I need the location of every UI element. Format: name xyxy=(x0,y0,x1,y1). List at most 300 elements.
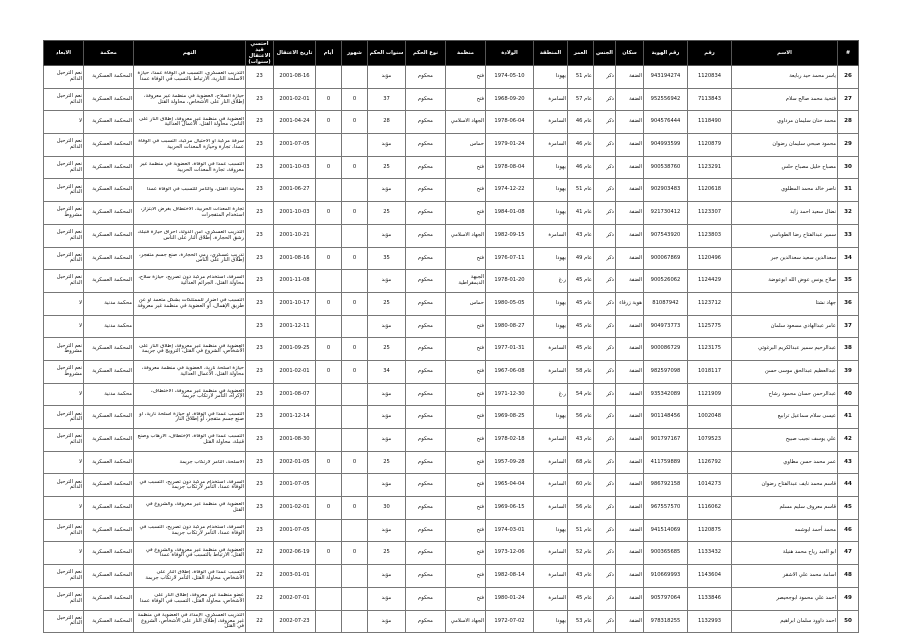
cell-years: 37 xyxy=(368,88,406,111)
cell-detention-years: 23 xyxy=(246,429,274,452)
cell-sentence-type: محكوم xyxy=(406,338,446,361)
cell-org: فتح xyxy=(446,156,486,179)
cell-residence: الضفة xyxy=(616,66,644,89)
cell-name: محمد حنان سليمان مرداوي xyxy=(732,111,838,134)
table-row xyxy=(44,179,859,202)
cell-court: المحكمة العسكرية xyxy=(84,429,134,452)
cell-detention-years: 23 xyxy=(246,474,274,497)
cell-number: 1120834 xyxy=(688,66,732,89)
cell-region: السامرة xyxy=(534,474,568,497)
cell-birth-date: 1969-08-25 xyxy=(486,406,534,429)
cell-sentence-type: محكوم xyxy=(406,66,446,89)
cell-residence: الضفة xyxy=(616,111,644,134)
cell-age: عام 51 xyxy=(568,66,594,89)
cell-name: احمد داوود سلمان ابراهيم xyxy=(732,610,838,633)
cell-arrest-date: 2001-10-03 xyxy=(274,156,316,179)
cell-idx: 32 xyxy=(838,202,859,225)
cell-years: مؤبد xyxy=(368,610,406,633)
cell-org: الجبهة الديمقراطية xyxy=(446,270,486,293)
cell-days xyxy=(316,610,342,633)
cell-gender: ذكر xyxy=(594,111,616,134)
cell-age: عام 45 xyxy=(568,292,594,315)
cell-gender: ذكر xyxy=(594,565,616,588)
cell-id-no: 411759889 xyxy=(644,451,688,474)
cell-years: مؤبد xyxy=(368,179,406,202)
col-days: أيام xyxy=(316,41,342,66)
cell-judgement: نعم الترحيل الدائم xyxy=(44,270,84,293)
cell-arrest-date: 2001-02-01 xyxy=(274,497,316,520)
cell-court: المحكمة العسكرية xyxy=(84,270,134,293)
cell-charges xyxy=(134,315,246,338)
table-body xyxy=(44,66,859,633)
cell-residence: الضفة xyxy=(616,134,644,157)
table-row xyxy=(44,224,859,247)
cell-charges xyxy=(134,406,246,429)
cell-residence: الضفة xyxy=(616,429,644,452)
cell-residence: الضفة xyxy=(616,610,644,633)
cell-court: المحكمة العسكرية xyxy=(84,111,134,134)
cell-region: السامرة xyxy=(534,88,568,111)
cell-birth-date: 1965-04-04 xyxy=(486,474,534,497)
cell-region: يهودا xyxy=(534,202,568,225)
cell-birth-date: 1971-12-30 xyxy=(486,383,534,406)
cell-detention-years: 22 xyxy=(246,587,274,610)
cell-charges xyxy=(134,497,246,520)
table-row xyxy=(44,429,859,452)
cell-region: ر.غ xyxy=(534,383,568,406)
cell-gender: ذكر xyxy=(594,134,616,157)
cell-residence: الضفة xyxy=(616,565,644,588)
cell-days: 0 xyxy=(316,202,342,225)
cell-region: يهودا xyxy=(534,247,568,270)
col-court: محكمة xyxy=(84,41,134,66)
cell-id-no: 978318255 xyxy=(644,610,688,633)
cell-years: مؤبد xyxy=(368,134,406,157)
cell-id-no: 907543920 xyxy=(644,224,688,247)
cell-arrest-date: 2001-04-24 xyxy=(274,111,316,134)
charges-text: محاولة القتل، والتآمر للتسبب في الوفاة عمدا xyxy=(146,187,244,193)
cell-org: الجهاد الاسلامي xyxy=(446,111,486,134)
col-residence: سكان xyxy=(616,41,644,66)
cell-days xyxy=(316,66,342,89)
cell-residence: الضفة xyxy=(616,315,644,338)
cell-judgement: نعم الترحيل الدائم xyxy=(44,88,84,111)
cell-birth-date: 1974-03-01 xyxy=(486,519,534,542)
cell-court: المحكمة العسكرية xyxy=(84,338,134,361)
cell-days: 0 xyxy=(316,88,342,111)
cell-region: السامرة xyxy=(534,565,568,588)
cell-age: عام 58 xyxy=(568,360,594,383)
cell-months xyxy=(342,565,368,588)
prisoners-table xyxy=(43,40,859,633)
cell-gender: ذكر xyxy=(594,224,616,247)
cell-detention-years: 22 xyxy=(246,565,274,588)
cell-org: فتح xyxy=(446,315,486,338)
cell-age: عام 45 xyxy=(568,315,594,338)
cell-judgement: لا xyxy=(44,383,84,406)
charges-text: السرقة، استخدام مركبة دون تصريح، التسبب في الوفاة عمدا، التآمر لارتكاب جريمة xyxy=(139,479,244,491)
cell-days xyxy=(316,429,342,452)
cell-years: مؤبد xyxy=(368,270,406,293)
cell-years: 34 xyxy=(368,360,406,383)
cell-arrest-date: 2001-02-01 xyxy=(274,88,316,111)
cell-detention-years: 23 xyxy=(246,134,274,157)
cell-age: عام 57 xyxy=(568,88,594,111)
cell-court: المحكمة العسكرية xyxy=(84,88,134,111)
cell-judgement: لا xyxy=(44,542,84,565)
cell-months xyxy=(342,429,368,452)
cell-court: محكمة مدنية xyxy=(84,315,134,338)
cell-sentence-type: محكوم xyxy=(406,383,446,406)
cell-idx: 30 xyxy=(838,156,859,179)
cell-judgement: نعم الترحيل الدائم xyxy=(44,406,84,429)
cell-months xyxy=(342,474,368,497)
cell-court: محكمة مدنية xyxy=(84,383,134,406)
cell-sentence-type: محكوم xyxy=(406,406,446,429)
charges-text: السرقة، استخدام مركبة دون تصريح، التسبب في الوفاة عمدا، التآمر لارتكاب جريمة xyxy=(139,525,244,536)
cell-id-no: 941514069 xyxy=(644,519,688,542)
cell-sentence-type: محكوم xyxy=(406,565,446,588)
cell-months: 0 xyxy=(342,292,368,315)
cell-gender: ذكر xyxy=(594,429,616,452)
cell-detention-years: 23 xyxy=(246,451,274,474)
cell-detention-years: 23 xyxy=(246,338,274,361)
cell-years: مؤبد xyxy=(368,474,406,497)
cell-id-no: 910669993 xyxy=(644,565,688,588)
cell-court: المحكمة العسكرية xyxy=(84,202,134,225)
cell-id-no: 900086729 xyxy=(644,338,688,361)
cell-region: السامرة xyxy=(534,224,568,247)
cell-age: عام 68 xyxy=(568,451,594,474)
cell-years: مؤبد xyxy=(368,519,406,542)
cell-idx: 48 xyxy=(838,565,859,588)
cell-name: محمد أحمد ابوشمه xyxy=(732,519,838,542)
table-row xyxy=(44,497,859,520)
cell-name: علي يوسف نجيب صبيح xyxy=(732,429,838,452)
table-row xyxy=(44,202,859,225)
cell-name: عيسى سلام سماعيل ترابيع xyxy=(732,406,838,429)
cell-charges xyxy=(134,542,246,565)
charges-text: الاسلحة، التآمر لارتكاب جريمة xyxy=(179,459,244,465)
cell-gender: ذكر xyxy=(594,497,616,520)
cell-region: يهودا xyxy=(534,315,568,338)
cell-detention-years: 23 xyxy=(246,66,274,89)
cell-number: 1123712 xyxy=(688,292,732,315)
cell-years: 25 xyxy=(368,338,406,361)
cell-region: السامرة xyxy=(534,451,568,474)
cell-months: 0 xyxy=(342,111,368,134)
cell-residence: الضفة xyxy=(616,270,644,293)
cell-arrest-date: 2001-02-01 xyxy=(274,360,316,383)
cell-days xyxy=(316,315,342,338)
cell-detention-years: 23 xyxy=(246,88,274,111)
charges-text: العضوية في منظمة غير معروفة، إطلاق النار على الناس، محاولة القتل، الأعمال العدائية xyxy=(139,116,244,128)
cell-detention-years: 23 xyxy=(246,360,274,383)
cell-number: 1123803 xyxy=(688,224,732,247)
cell-birth-date: 1974-05-10 xyxy=(486,66,534,89)
cell-birth-date: 1978-06-04 xyxy=(486,111,534,134)
cell-org: حماس xyxy=(446,292,486,315)
cell-court: المحكمة العسكرية xyxy=(84,497,134,520)
cell-residence: الضفة xyxy=(616,360,644,383)
cell-years: 25 xyxy=(368,451,406,474)
cell-idx: 47 xyxy=(838,542,859,565)
cell-number: 1079523 xyxy=(688,429,732,452)
cell-gender: ذكر xyxy=(594,88,616,111)
cell-idx: 42 xyxy=(838,429,859,452)
cell-months: 0 xyxy=(342,338,368,361)
cell-idx: 46 xyxy=(838,519,859,542)
cell-residence: الضفة xyxy=(616,224,644,247)
cell-days xyxy=(316,474,342,497)
cell-sentence-type: محكوم xyxy=(406,519,446,542)
cell-sentence-type: محكوم xyxy=(406,179,446,202)
charges-text: التدريب العسكري، الإمداد في العضوية في منظمة غير معروفة، إطلاق النار على الأشخاص، الشروع في القتل xyxy=(137,612,244,630)
cell-charges xyxy=(134,202,246,225)
charges-text: التسبب في أضرار للممتلكات بشكل متعمد أو عن طريق الإهمال، أو العضوية في منظمة غير معروفة xyxy=(137,298,244,309)
col-detention-years: احتسي قيد الاعتقال (سنوات) xyxy=(246,41,274,66)
cell-id-no: 900365685 xyxy=(644,542,688,565)
cell-months xyxy=(342,224,368,247)
cell-age: عام 43 xyxy=(568,565,594,588)
cell-charges xyxy=(134,224,246,247)
charges-text: التسبب عمدا في الوفاة، العضوية في منظمة غير معروفة، تجارة المعدات الحربية xyxy=(140,162,244,173)
cell-days: 0 xyxy=(316,451,342,474)
cell-sentence-type: محكوم xyxy=(406,610,446,633)
cell-years: 30 xyxy=(368,497,406,520)
cell-judgement: نعم الترحيل الدائم xyxy=(44,224,84,247)
cell-days xyxy=(316,565,342,588)
cell-age: عام 46 xyxy=(568,156,594,179)
cell-sentence-type: محكوم xyxy=(406,315,446,338)
cell-arrest-date: 2001-08-16 xyxy=(274,247,316,270)
cell-number: 1120879 xyxy=(688,134,732,157)
col-months: شهور xyxy=(342,41,368,66)
cell-number: 1123307 xyxy=(688,202,732,225)
cell-court: محكمة مدنية xyxy=(84,292,134,315)
cell-region: ر.غ xyxy=(534,270,568,293)
table-row xyxy=(44,134,859,157)
cell-months: 0 xyxy=(342,88,368,111)
cell-number: 1018117 xyxy=(688,360,732,383)
cell-arrest-date: 2001-12-14 xyxy=(274,406,316,429)
cell-days xyxy=(316,270,342,293)
cell-age: عام 49 xyxy=(568,247,594,270)
cell-months xyxy=(342,66,368,89)
cell-days: 0 xyxy=(316,542,342,565)
header-row xyxy=(44,41,859,66)
cell-court: المحكمة العسكرية xyxy=(84,360,134,383)
cell-judgement: نعم الترحيل مشروط xyxy=(44,360,84,383)
cell-number: 1123175 xyxy=(688,338,732,361)
cell-id-no: 921730412 xyxy=(644,202,688,225)
cell-days: 0 xyxy=(316,111,342,134)
cell-months xyxy=(342,315,368,338)
cell-birth-date: 1978-08-04 xyxy=(486,156,534,179)
table-row xyxy=(44,315,859,338)
cell-org: فتح xyxy=(446,587,486,610)
cell-court: المحكمة العسكرية xyxy=(84,224,134,247)
cell-number: 1143604 xyxy=(688,565,732,588)
cell-judgement: نعم الترحيل الدائم xyxy=(44,610,84,633)
cell-name: نضال سعيد احمد زايد xyxy=(732,202,838,225)
cell-court: المحكمة العسكرية xyxy=(84,474,134,497)
charges-text: حيازة السلاح، العضوية في منظمة غير معروفة، إطلاق النار على الأشخاص، محاولة القتل xyxy=(143,93,244,105)
charges-text: السرقة، استخدام مركبة دون تصريح، حيازة سلاح، محاولة القتل، الجرائم العدائية xyxy=(138,275,244,287)
cell-court: المحكمة العسكرية xyxy=(84,610,134,633)
cell-number: 1120496 xyxy=(688,247,732,270)
cell-id-no: 901797167 xyxy=(644,429,688,452)
cell-name: جهاد نشتا xyxy=(732,292,838,315)
cell-detention-years: 23 xyxy=(246,202,274,225)
cell-age: عام 56 xyxy=(568,497,594,520)
cell-number: 1121909 xyxy=(688,383,732,406)
cell-idx: 35 xyxy=(838,270,859,293)
cell-sentence-type: محكوم xyxy=(406,202,446,225)
cell-years: 25 xyxy=(368,156,406,179)
cell-age: عام 41 xyxy=(568,202,594,225)
cell-days: 0 xyxy=(316,360,342,383)
cell-name: فتحية محمد صالح سلام xyxy=(732,88,838,111)
table-row xyxy=(44,270,859,293)
cell-idx: 39 xyxy=(838,360,859,383)
cell-number: 1120875 xyxy=(688,519,732,542)
cell-age: عام 46 xyxy=(568,111,594,134)
cell-idx: 28 xyxy=(838,111,859,134)
cell-detention-years: 23 xyxy=(246,224,274,247)
cell-months xyxy=(342,134,368,157)
col-number: رقم xyxy=(688,41,732,66)
cell-detention-years: 23 xyxy=(246,519,274,542)
cell-judgement: لا xyxy=(44,111,84,134)
cell-org: فتح xyxy=(446,542,486,565)
cell-sentence-type: محكوم xyxy=(406,111,446,134)
cell-detention-years: 22 xyxy=(246,610,274,633)
cell-org: الجهاد الاسلامي xyxy=(446,610,486,633)
cell-arrest-date: 2002-07-01 xyxy=(274,587,316,610)
cell-months: 0 xyxy=(342,497,368,520)
cell-charges xyxy=(134,383,246,406)
cell-detention-years: 23 xyxy=(246,247,274,270)
cell-idx: 45 xyxy=(838,497,859,520)
cell-birth-date: 1957-09-28 xyxy=(486,451,534,474)
cell-region: يهودا xyxy=(534,406,568,429)
cell-number: 1133432 xyxy=(688,542,732,565)
cell-court: المحكمة العسكرية xyxy=(84,406,134,429)
cell-region: السامرة xyxy=(534,338,568,361)
cell-months: 0 xyxy=(342,542,368,565)
cell-arrest-date: 2002-07-23 xyxy=(274,610,316,633)
cell-days xyxy=(316,179,342,202)
cell-name: سمير عبدالفتاح رضا الطوباسي xyxy=(732,224,838,247)
col-arrest-date: تاريخ الاعتقال xyxy=(274,41,316,66)
cell-months xyxy=(342,179,368,202)
table-row xyxy=(44,587,859,610)
cell-days xyxy=(316,383,342,406)
table-row xyxy=(44,292,859,315)
cell-birth-date: 1980-01-24 xyxy=(486,587,534,610)
col-charges: التهم xyxy=(134,41,246,66)
cell-gender: ذكر xyxy=(594,406,616,429)
cell-sentence-type: محكوم xyxy=(406,156,446,179)
cell-birth-date: 1978-01-20 xyxy=(486,270,534,293)
cell-age: عام 45 xyxy=(568,338,594,361)
cell-region: السامرة xyxy=(534,542,568,565)
charges-text: العضوية في منظمة غير معروفة، والشروع في القتل xyxy=(145,502,244,513)
cell-idx: 34 xyxy=(838,247,859,270)
cell-name: عامر عبدالهادي مسعود سلمان xyxy=(732,315,838,338)
cell-gender: ذكر xyxy=(594,247,616,270)
cell-residence: الضفة xyxy=(616,542,644,565)
cell-arrest-date: 2001-07-05 xyxy=(274,519,316,542)
cell-idx: 26 xyxy=(838,66,859,89)
charges-text: التدريب العسكري، التسبب في الوفاة عمدا، حيازة الاسلحة النارية، الارتباط بالتسبب في الوفاة عمدا xyxy=(137,71,244,82)
cell-birth-date: 1967-06-08 xyxy=(486,360,534,383)
cell-idx: 44 xyxy=(838,474,859,497)
charges-text: التسبب عمدا في الوفاة، إطلاق النار على الأشخاص، محاولة القتل، التآمر لارتكاب جريمة xyxy=(145,570,244,581)
cell-gender: ذكر xyxy=(594,610,616,633)
cell-sentence-type: محكوم xyxy=(406,292,446,315)
cell-idx: 31 xyxy=(838,179,859,202)
cell-id-no: 943194274 xyxy=(644,66,688,89)
cell-charges xyxy=(134,429,246,452)
cell-days: 0 xyxy=(316,247,342,270)
cell-gender: ذكر xyxy=(594,360,616,383)
cell-years: 35 xyxy=(368,247,406,270)
col-birth-date: الولادة xyxy=(486,41,534,66)
col-age: العمر xyxy=(568,41,594,66)
cell-arrest-date: 2001-08-07 xyxy=(274,383,316,406)
cell-gender: ذكر xyxy=(594,451,616,474)
cell-id-no: 904993599 xyxy=(644,134,688,157)
cell-sentence-type: محكوم xyxy=(406,497,446,520)
cell-name: عبدالعظيم عبدالحق موسى حسن xyxy=(732,360,838,383)
cell-birth-date: 1974-12-22 xyxy=(486,179,534,202)
cell-court: المحكمة العسكرية xyxy=(84,451,134,474)
cell-id-no: 900067869 xyxy=(644,247,688,270)
table-row xyxy=(44,88,859,111)
cell-months: 0 xyxy=(342,247,368,270)
cell-residence: الضفة xyxy=(616,587,644,610)
cell-gender: ذكر xyxy=(594,474,616,497)
cell-charges xyxy=(134,587,246,610)
cell-residence: الضفة xyxy=(616,519,644,542)
cell-detention-years: 22 xyxy=(246,542,274,565)
cell-days: 0 xyxy=(316,497,342,520)
cell-region: يهودا xyxy=(534,292,568,315)
cell-charges xyxy=(134,111,246,134)
cell-detention-years: 23 xyxy=(246,270,274,293)
charges-text: تدريب عسكري، رمي الحجارة، صنع جسم متفجر، إطلاق النار على الناس xyxy=(139,252,244,264)
cell-region: يهودا xyxy=(534,156,568,179)
cell-judgement: نعم الترحيل الدائم xyxy=(44,587,84,610)
cell-org: فتح xyxy=(446,247,486,270)
cell-years: مؤبد xyxy=(368,224,406,247)
col-sentence-type: نوع الحكم xyxy=(406,41,446,66)
col-name: الاسم xyxy=(732,41,838,66)
cell-months xyxy=(342,610,368,633)
cell-idx: 41 xyxy=(838,406,859,429)
cell-charges xyxy=(134,360,246,383)
cell-id-no: 900538760 xyxy=(644,156,688,179)
cell-months: 0 xyxy=(342,156,368,179)
cell-arrest-date: 2001-11-08 xyxy=(274,270,316,293)
cell-gender: ذكر xyxy=(594,587,616,610)
cell-name: عبدالرحمن حسان محمود رشاح xyxy=(732,383,838,406)
cell-residence: الضفة xyxy=(616,497,644,520)
cell-idx: 38 xyxy=(838,338,859,361)
cell-gender: ذكر xyxy=(594,270,616,293)
